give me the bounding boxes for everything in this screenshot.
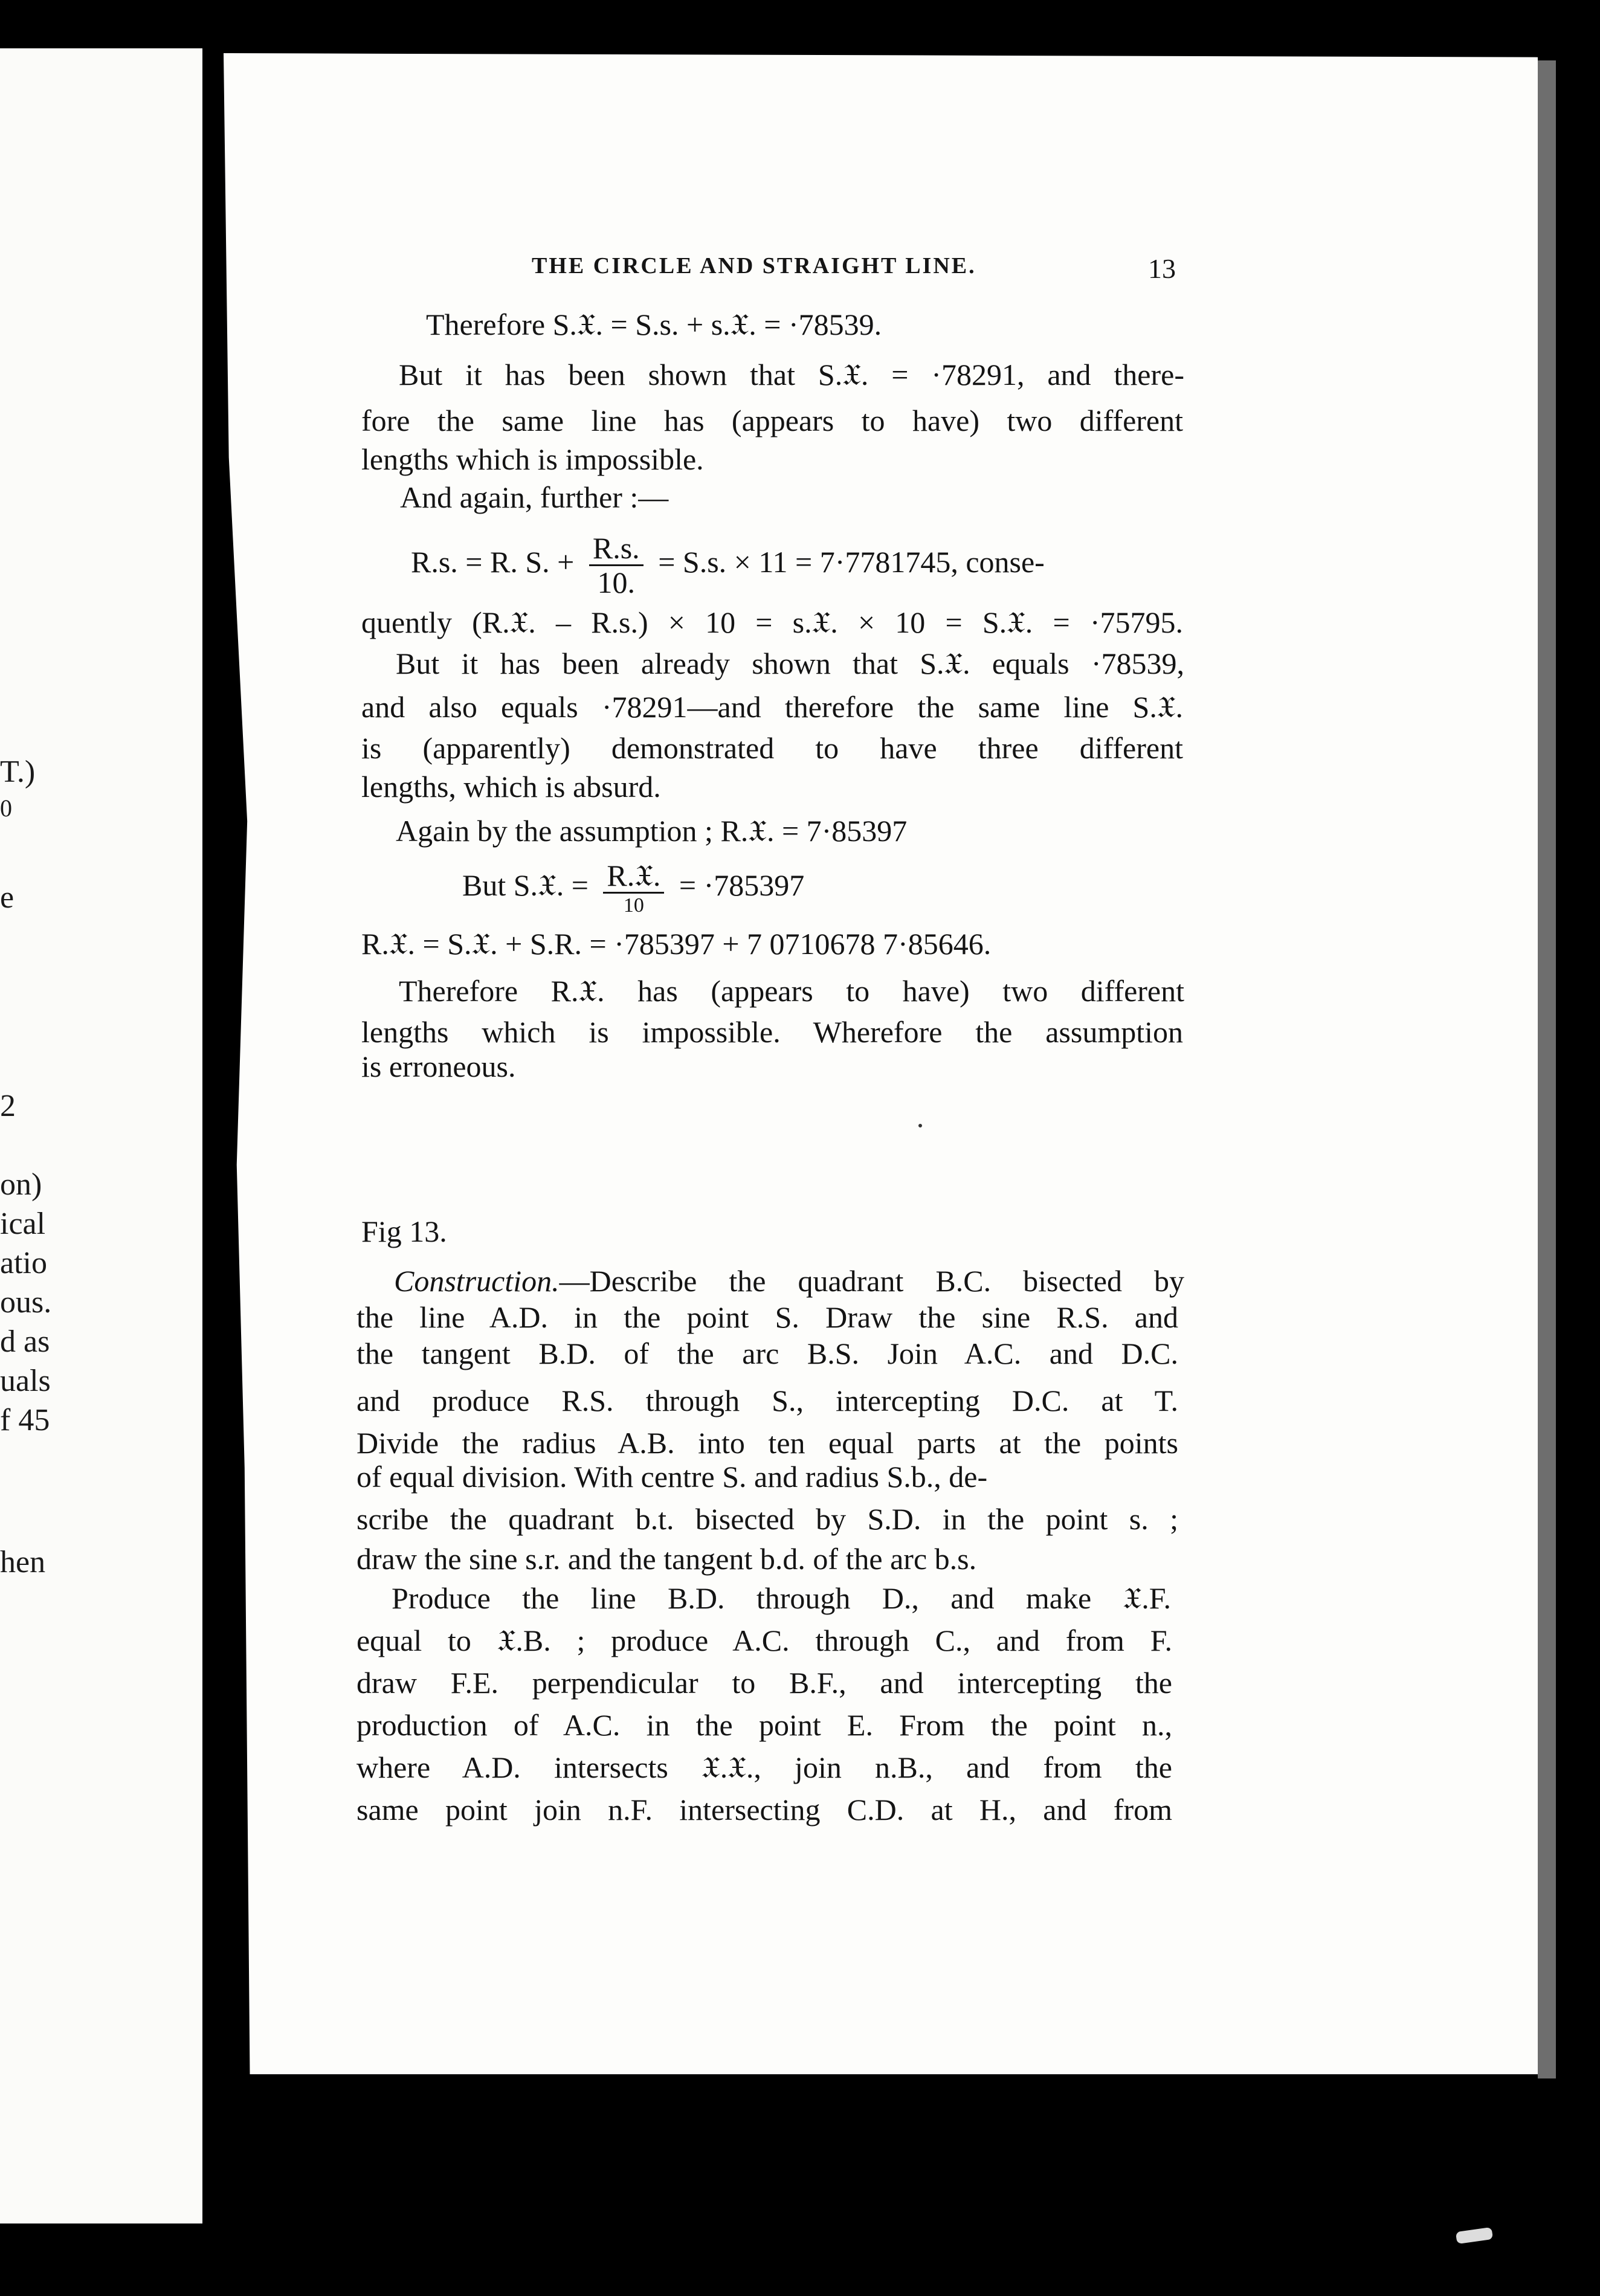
fraction-denominator: 10.: [597, 566, 636, 600]
fraction-numerator: R.𝔛.: [603, 859, 664, 894]
text-line: But it has been shown that S.𝔛. = ·78291, and there-: [399, 358, 1184, 392]
page-edge-shadow: [1538, 60, 1556, 2078]
figure-label: Fig 13.: [361, 1214, 447, 1248]
left-fragment: T.): [0, 755, 36, 789]
text-line: the tangent B.D. of the arc B.S. Join A.C. and D.C.: [356, 1337, 1178, 1370]
text-line: lengths which is impossible.: [361, 442, 704, 476]
left-fragment: atio: [0, 1246, 47, 1280]
text-line: draw F.E. perpendicular to B.F., and intercepting the: [356, 1666, 1172, 1700]
left-fragment: hen: [0, 1545, 46, 1579]
text-line: lengths which is impossible. Wherefore the assumption: [361, 1015, 1183, 1049]
left-fragment: d as: [0, 1324, 50, 1359]
left-fragment: 2: [0, 1089, 16, 1123]
left-fragment: ical: [0, 1207, 46, 1241]
equation-line: [411, 523, 1184, 601]
text-line: of equal division. With centre S. and radius S.b., de-: [356, 1460, 988, 1494]
left-fragment: ous.: [0, 1285, 52, 1320]
text-line: and produce R.S. through S., intercepting D.C. at T.: [356, 1384, 1178, 1417]
left-fragment: f 45: [0, 1403, 50, 1437]
fraction-denominator: 10: [623, 894, 644, 917]
scan-smudge: [1456, 2227, 1493, 2244]
text-line: And again, further :—: [400, 480, 669, 514]
text-line: Therefore S.𝔛. = S.s. + s.𝔛. = ·78539.: [426, 308, 882, 341]
left-fragment: 0: [0, 795, 12, 822]
equation-right: = ·785397: [679, 868, 805, 902]
text-line: and also equals ·78291—and therefore the same line S.𝔛.: [361, 690, 1183, 724]
left-fragment: uals: [0, 1364, 51, 1398]
fraction: [603, 859, 664, 918]
text-line: [394, 1263, 1184, 1299]
text-line: scribe the quadrant b.t. bisected by S.D. in the point s. ;: [356, 1502, 1178, 1536]
text-line: draw the sine s.r. and the tangent b.d. of the arc b.s.: [356, 1542, 977, 1576]
text-line: lengths, which is absurd.: [361, 770, 661, 804]
left-fragment: e: [0, 880, 15, 915]
text-line: is (apparently) demonstrated to have three different: [361, 731, 1183, 765]
left-fragment: on): [0, 1167, 42, 1202]
left-page-text-fragments: [0, 0, 202, 2296]
text-line: equal to 𝔛.B. ; produce A.C. through C., and from F.: [356, 1624, 1172, 1657]
fraction: [589, 532, 644, 599]
text-line: same point join n.F. intersecting C.D. at H., and from: [356, 1793, 1172, 1827]
text-line: quently (R.𝔛. – R.s.) × 10 = s.𝔛. × 10 = S.𝔛. = ·75795.: [361, 605, 1183, 639]
text-line: Divide the radius A.B. into ten equal parts at the points: [356, 1426, 1178, 1460]
page-number: 13: [1148, 253, 1176, 284]
construction-heading: Construction.: [394, 1264, 560, 1298]
text-line: Produce the line B.D. through D., and make 𝔛.F.: [392, 1581, 1171, 1615]
equation-left: R.s. = R. S. +: [411, 545, 575, 579]
equation-left: But S.𝔛. =: [462, 868, 589, 902]
equation-line: [462, 846, 1066, 924]
text-line: fore the same line has (appears to have) two different: [361, 404, 1183, 437]
text-line: where A.D. intersects 𝔛.𝔛., join n.B., and from the: [356, 1750, 1172, 1784]
text-line: R.𝔛. = S.𝔛. + S.R. = ·785397 + 7 0710678 7·85646.: [361, 927, 992, 961]
text-line: Therefore R.𝔛. has (appears to have) two different: [399, 974, 1184, 1008]
construction-text: —Describe the quadrant B.C. bisected by: [559, 1264, 1184, 1298]
text-line: is erroneous.: [361, 1050, 516, 1083]
ink-speck: [918, 1124, 922, 1127]
fraction-numerator: R.s.: [589, 532, 644, 566]
running-head: THE CIRCLE AND STRAIGHT LINE.: [532, 253, 976, 279]
text-line: production of A.C. in the point E. From the point n.,: [356, 1708, 1172, 1742]
equation-right: = S.s. × 11 = 7·7781745, conse-: [658, 545, 1045, 579]
text-line: But it has been already shown that S.𝔛. equals ·78539,: [396, 647, 1184, 680]
text-line: Again by the assumption ; R.𝔛. = 7·85397: [396, 814, 908, 848]
text-line: the line A.D. in the point S. Draw the sine R.S. and: [356, 1300, 1178, 1334]
